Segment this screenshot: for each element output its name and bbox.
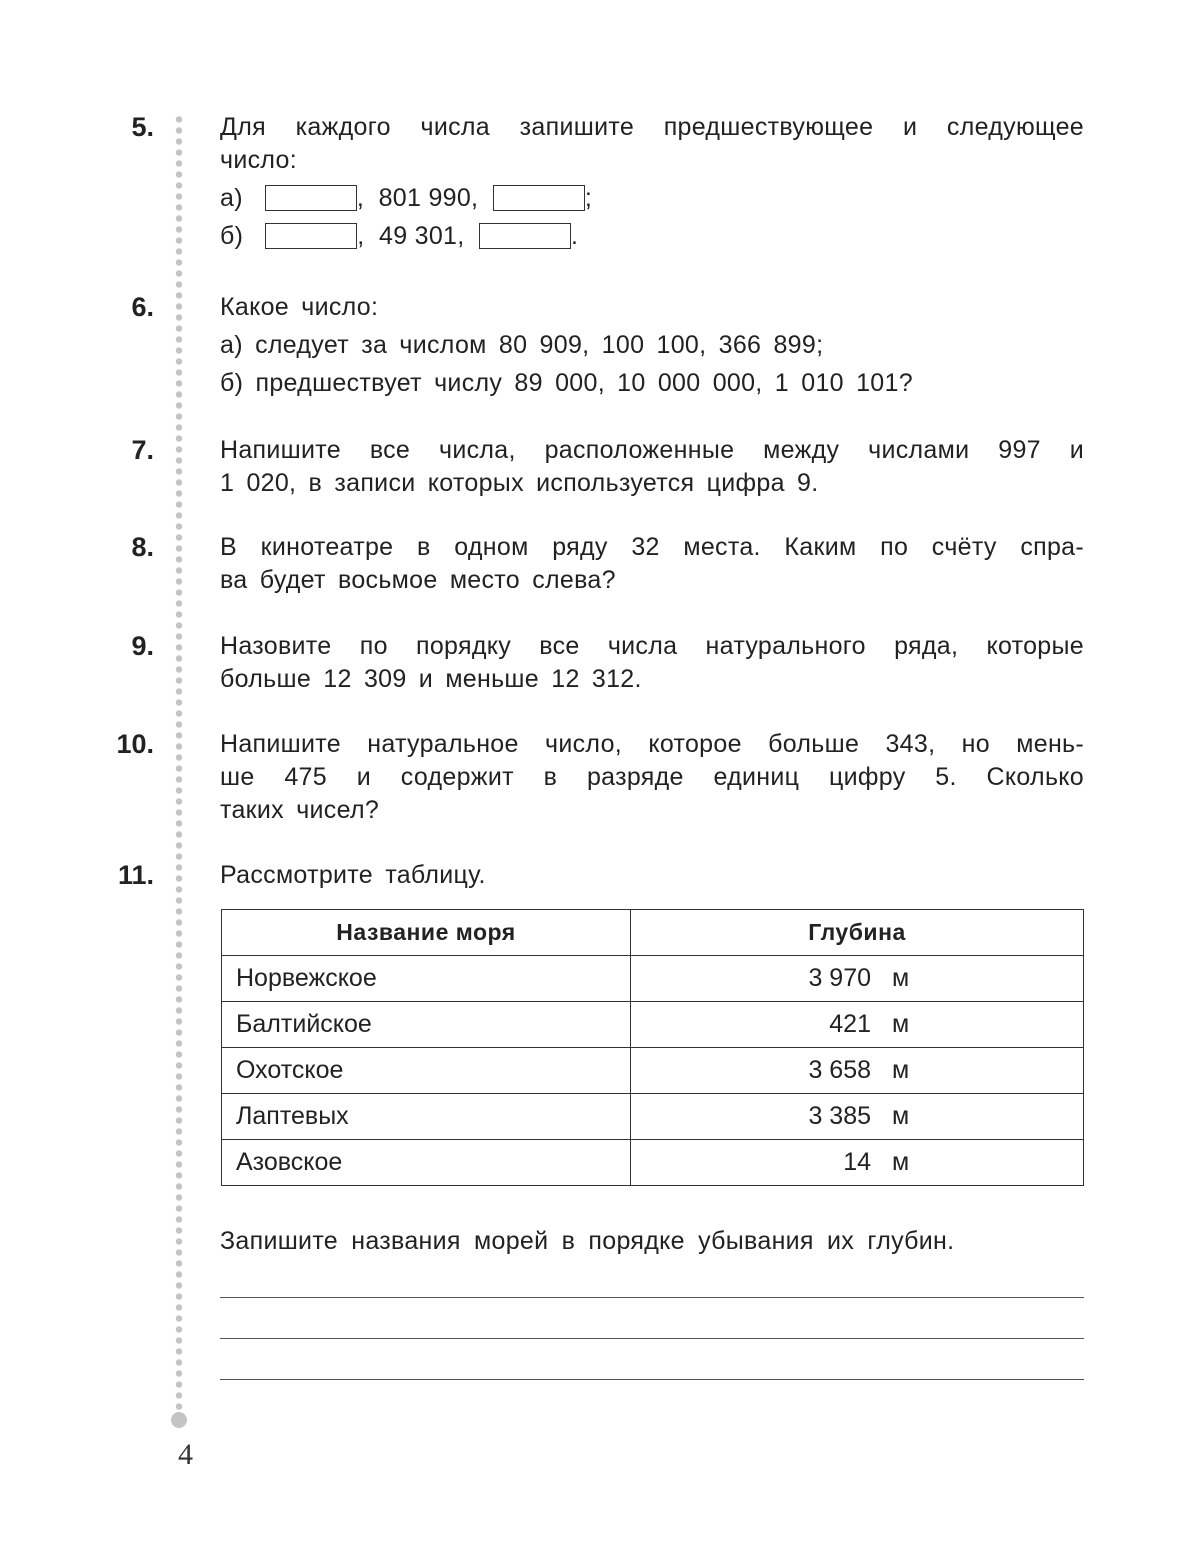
- task-7-number: 7.: [131, 435, 154, 465]
- task-8-number: 8.: [131, 532, 154, 562]
- answer-box-5b-prev[interactable]: [265, 223, 357, 249]
- task-5a-value: 801 990,: [378, 183, 479, 212]
- task-6-b: б) предшествует числу 89 000, 10 000 000, 1 010 101?: [220, 369, 913, 397]
- task-5-text: Для каждого числа запишите предшествующее и следующее: [220, 113, 1084, 141]
- sea-name-cell: Балтийское: [222, 1002, 631, 1048]
- table-row: [222, 1048, 1084, 1094]
- task-6-a: а) следует за числом 80 909, 100 100, 366 899;: [220, 331, 824, 359]
- depth-value: 3 970: [808, 964, 871, 992]
- task-5a-end: ;: [584, 183, 593, 212]
- depth-cell: [631, 956, 1084, 1002]
- sea-name-cell: Азовское: [222, 1140, 631, 1186]
- table-header-depth: Глубина: [631, 910, 1084, 956]
- task-9-line-2: больше 12 309 и меньше 12 312.: [220, 665, 642, 693]
- task-8: [220, 531, 1084, 597]
- seas-depth-table: [221, 909, 1084, 1186]
- depth-unit: м: [892, 1056, 910, 1084]
- task-10-line-3: таких чисел?: [220, 796, 380, 824]
- task-5a-label: а): [220, 183, 243, 212]
- task-10-line-2: ше 475 и содержит в разряде единиц цифру 5. Сколько: [220, 763, 1084, 791]
- task-5-row-a: а) , 801 990, ;: [220, 179, 1084, 217]
- task-6: [220, 291, 1084, 400]
- margin-dot-column: [174, 114, 184, 1414]
- margin-dot-end: [171, 1412, 187, 1428]
- table-row: [222, 956, 1084, 1002]
- answer-box-5a-next[interactable]: [493, 185, 585, 211]
- task-6-number: 6.: [131, 292, 154, 322]
- task-5-number: 5.: [131, 112, 154, 142]
- page-number: 4: [178, 1438, 193, 1471]
- sea-name-cell: Лаптевых: [222, 1094, 631, 1140]
- depth-value: 421: [829, 1010, 871, 1038]
- depth-value: 3 385: [808, 1102, 871, 1130]
- task-10-line-1: Напишите натуральное число, которое больше 343, но мень-: [220, 730, 1084, 758]
- task-5-text-2: число:: [220, 146, 298, 174]
- task-9-line-1: Назовите по порядку все числа натурального ряда, которые: [220, 632, 1084, 660]
- answer-box-5b-next[interactable]: [479, 223, 571, 249]
- task-10-number: 10.: [116, 729, 154, 759]
- depth-unit: м: [892, 964, 910, 992]
- table-row: [222, 1094, 1084, 1140]
- task-5b-value: 49 301,: [379, 221, 465, 250]
- sea-name-cell: Норвежское: [222, 956, 631, 1002]
- task-8-line-1: В кинотеатре в одном ряду 32 места. Каким по счёту спра-: [220, 533, 1084, 561]
- depth-value: 3 658: [808, 1056, 871, 1084]
- depth-cell: [631, 1094, 1084, 1140]
- task-11-number: 11.: [117, 860, 154, 890]
- task-9-number: 9.: [131, 631, 154, 661]
- table-row: [222, 1002, 1084, 1048]
- task-7: [220, 434, 1084, 500]
- task-9: [220, 630, 1084, 696]
- answer-line[interactable]: [220, 1338, 1084, 1339]
- task-10: [220, 728, 1084, 827]
- task-11-instruction: Запишите названия морей в порядке убывания их глубин.: [220, 1227, 955, 1255]
- depth-cell: [631, 1140, 1084, 1186]
- task-5b-label: б): [220, 221, 244, 250]
- depth-cell: [631, 1002, 1084, 1048]
- task-11-text: Рассмотрите таблицу.: [220, 861, 486, 889]
- depth-cell: [631, 1048, 1084, 1094]
- table-row: [222, 1140, 1084, 1186]
- task-7-line-1: Напишите все числа, расположенные между числами 997 и: [220, 436, 1084, 464]
- answer-box-5a-prev[interactable]: [265, 185, 357, 211]
- table-header-sea-name: Название моря: [222, 910, 631, 956]
- task-8-line-2: ва будет восьмое место слева?: [220, 566, 616, 594]
- task-7-line-2: 1 020, в записи которых используется цифра 9.: [220, 469, 819, 497]
- depth-value: 14: [843, 1148, 871, 1176]
- answer-line[interactable]: [220, 1379, 1084, 1380]
- depth-unit: м: [892, 1010, 910, 1038]
- table-header-row: [222, 910, 1084, 956]
- sea-name-cell: Охотское: [222, 1048, 631, 1094]
- task-5-row-b: б) , 49 301, .: [220, 217, 1084, 255]
- depth-unit: м: [892, 1102, 910, 1130]
- task-6-text: Какое число:: [220, 293, 379, 321]
- answer-line[interactable]: [220, 1297, 1084, 1298]
- depth-unit: м: [892, 1148, 910, 1176]
- task-5b-end: .: [571, 221, 579, 250]
- task-5: [220, 111, 1084, 255]
